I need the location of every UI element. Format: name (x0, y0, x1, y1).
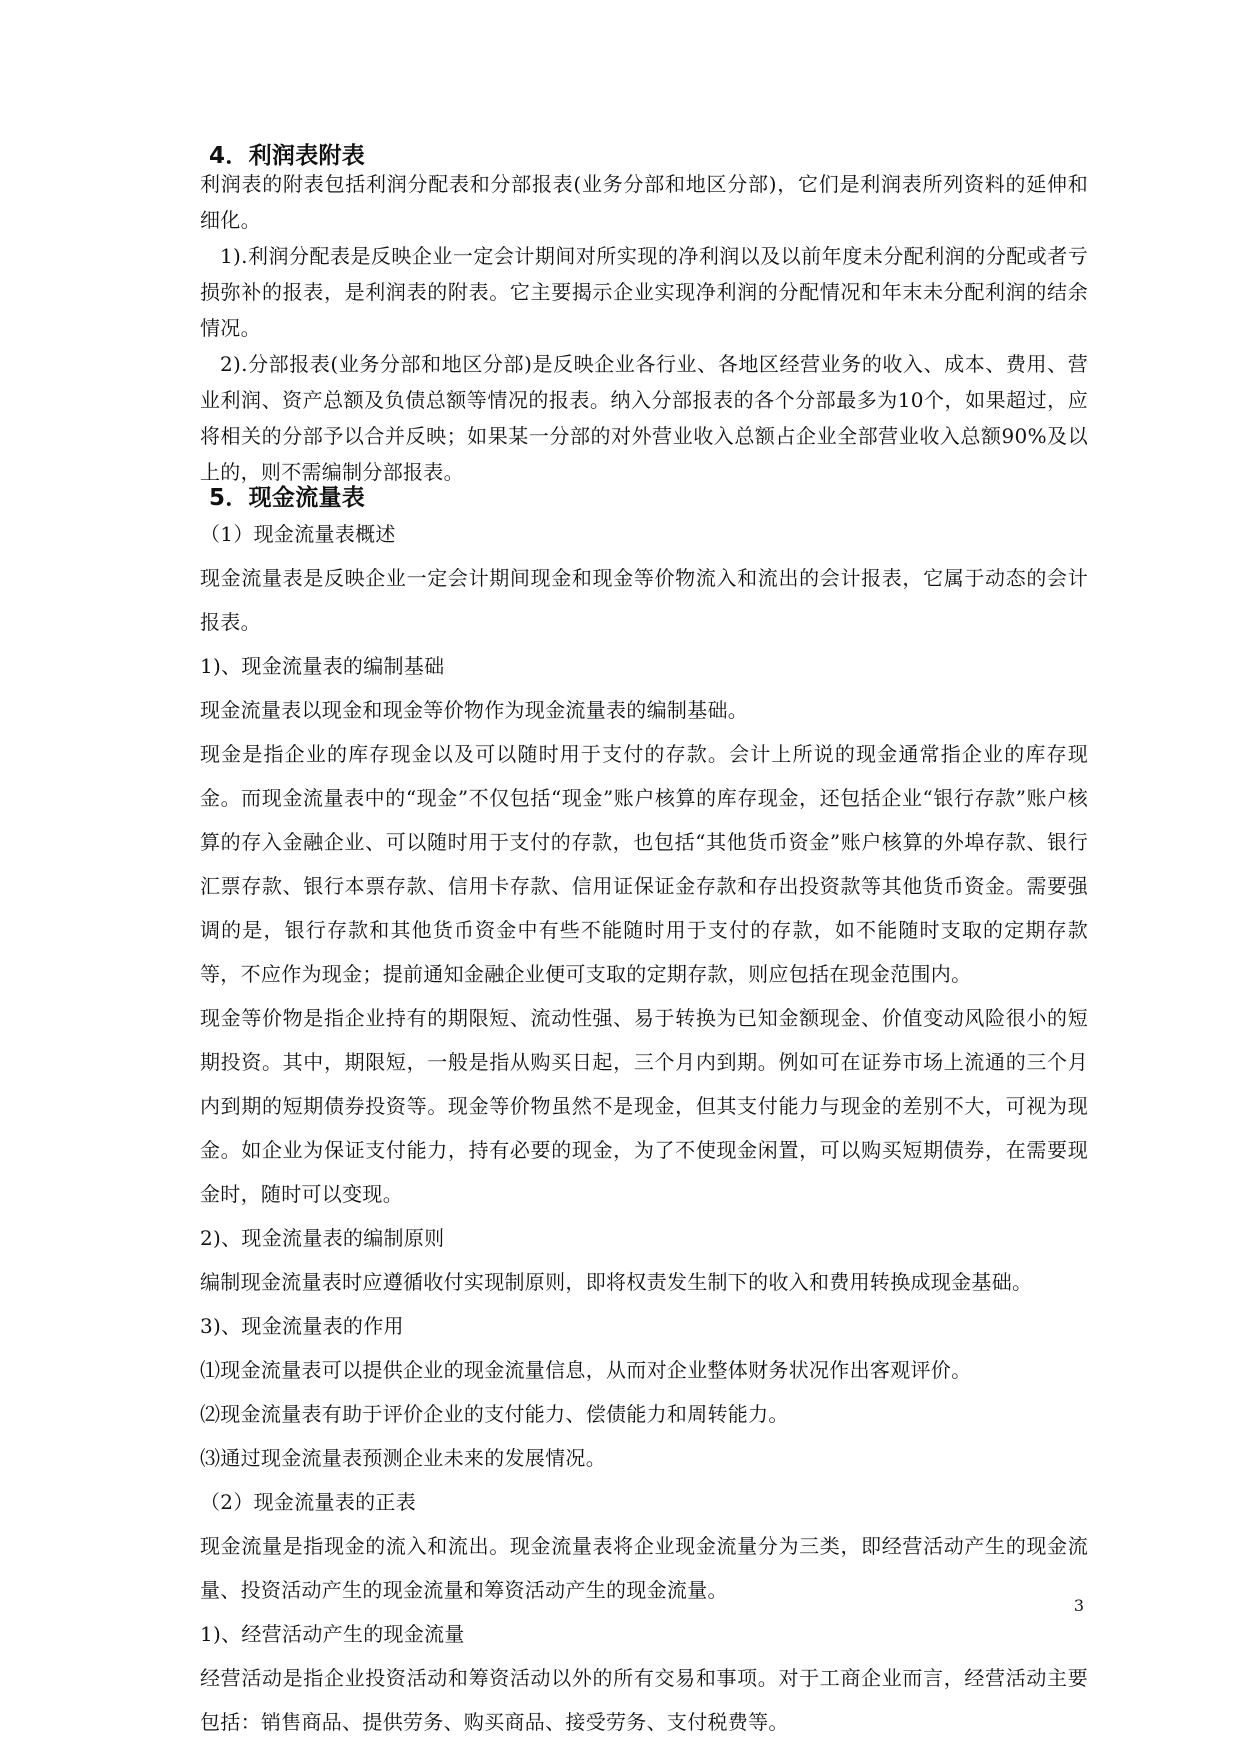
paragraph: 利润表的附表包括利润分配表和分部报表(业务分部和地区分部)，它们是利润表所列资料的延伸和细化。 (200, 172, 1088, 232)
list-item: ⑴现金流量表可以提供企业的现金流量信息，从而对企业整体财务状况作出客观评价。 (200, 1358, 972, 1382)
section-4-body (200, 166, 1088, 490)
page-number: 3 (1073, 1596, 1084, 1615)
section-5-body (200, 512, 1088, 1744)
subheading: 3)、现金流量表的作用 (200, 1314, 404, 1338)
subheading: 2)、现金流量表的编制原则 (200, 1226, 445, 1250)
paragraph: 现金流量表以现金和现金等价物作为现金流量表的编制基础。 (200, 698, 749, 722)
section-5-title: 5．现金流量表 (209, 485, 366, 511)
subheading: （1）现金流量表概述 (200, 522, 396, 546)
subheading: （2）现金流量表的正表 (200, 1490, 417, 1514)
paragraph: 1).利润分配表是反映企业一定会计期间对所实现的净利润以及以前年度未分配利润的分配或者亏损弥补的报表，是利润表的附表。它主要揭示企业实现净利润的分配情况和年末未分配利润的结余情况。 (200, 244, 1088, 340)
paragraph: 2).分部报表(业务分部和地区分部)是反映企业各行业、各地区经营业务的收入、成本、费用、营业利润、资产总额及负债总额等情况的报表。纳入分部报表的各个分部最多为10个，如果超过，应将相关的分部予以合并反映；如果某一分部的对外营业收入总额占企业全部营业收入总额90%及以上的，则不需编制分部报表。 (200, 352, 1088, 484)
section-4-title: 4．利润表附表 (209, 143, 366, 169)
paragraph: 经营活动是指企业投资活动和筹资活动以外的所有交易和事项。对于工商企业而言，经营活动主要包括：销售商品、提供劳务、购买商品、接受劳务、支付税费等。 (200, 1666, 1088, 1734)
list-item: ⑶通过现金流量表预测企业未来的发展情况。 (200, 1446, 606, 1470)
paragraph: 现金是指企业的库存现金以及可以随时用于支付的存款。会计上所说的现金通常指企业的库存现金。而现金流量表中的“现金”不仅包括“现金”账户核算的库存现金，还包括企业“银行存款”账户核算的存入金融企业、可以随时用于支付的存款，也包括“其他货币资金”账户核算的外埠存款、银行汇票存款、银行本票存款、信用卡存款、信用证保证金存款和存出投资款等其他货币资金。需要强调的是，银行存款和其他货币资金中有些不能随时用于支付的存款，如不能随时支取的定期存款等，不应作为现金；提前通知金融企业便可支取的定期存款，则应包括在现金范围内。 (200, 742, 1088, 986)
paragraph: 编制现金流量表时应遵循收付实现制原则，即将权责发生制下的收入和费用转换成现金基础。 (200, 1270, 1033, 1294)
paragraph: 现金等价物是指企业持有的期限短、流动性强、易于转换为已知金额现金、价值变动风险很小的短期投资。其中，期限短，一般是指从购买日起，三个月内到期。例如可在证券市场上流通的三个月内到期的短期债券投资等。现金等价物虽然不是现金，但其支付能力与现金的差别不大，可视为现金。如企业为保证支付能力，持有必要的现金，为了不使现金闲置，可以购买短期债券，在需要现金时，随时可以变现。 (200, 1006, 1088, 1206)
paragraph: 现金流量是指现金的流入和流出。现金流量表将企业现金流量分为三类，即经营活动产生的现金流量、投资活动产生的现金流量和筹资活动产生的现金流量。 (200, 1534, 1088, 1602)
list-item: ⑵现金流量表有助于评价企业的支付能力、偿债能力和周转能力。 (200, 1402, 789, 1426)
paragraph: 现金流量表是反映企业一定会计期间现金和现金等价物流入和流出的会计报表，它属于动态的会计报表。 (200, 566, 1088, 634)
subheading: 1)、现金流量表的编制基础 (200, 654, 445, 678)
subheading: 1)、经营活动产生的现金流量 (200, 1622, 465, 1646)
